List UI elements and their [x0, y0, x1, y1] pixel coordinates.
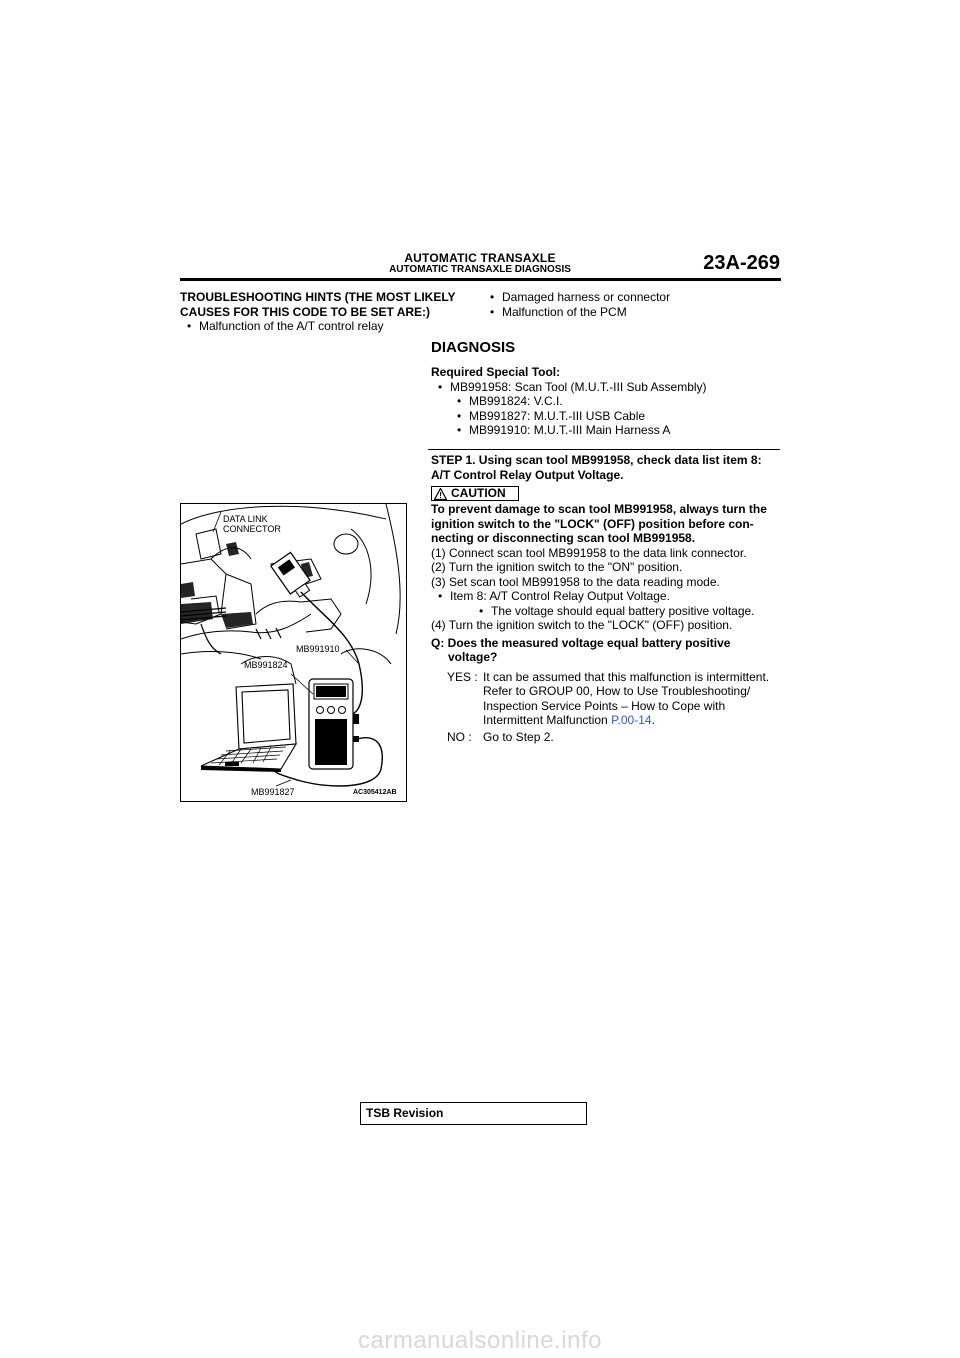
reference-link[interactable]: P.00-14: [611, 713, 652, 727]
label-dlc-line2: CONNECTOR: [223, 524, 281, 534]
instruction-3-item: • Item 8: A/T Control Relay Output Voltage.: [438, 589, 781, 604]
watermark: carmanualsonline.info: [358, 1327, 602, 1354]
no-answer: [431, 730, 781, 745]
instruction-2: (2) Turn the ignition switch to the "ON" position.: [431, 560, 683, 574]
no-label: NO :: [447, 729, 472, 744]
warning-icon: [434, 488, 447, 500]
step1-heading-line1: STEP 1. Using scan tool MB991958, check data list item 8:: [431, 453, 762, 467]
hint-item: • Damaged harness or connector: [490, 290, 780, 305]
hint-item: • Malfunction of the PCM: [490, 305, 780, 320]
step1-heading-line2: A/T Control Relay Output Voltage.: [431, 467, 624, 482]
instruction-3-subitem: • The voltage should equal battery positive voltage.: [479, 604, 781, 619]
label-mb991824: MB991824: [244, 660, 288, 670]
caution-row: [431, 486, 781, 502]
no-text: Go to Step 2.: [483, 729, 554, 744]
special-tool-main: • MB991958: Scan Tool (M.U.T.-III Sub Assembly): [438, 380, 781, 395]
section-subtitle: AUTOMATIC TRANSAXLE DIAGNOSIS: [389, 264, 571, 275]
hints-block: [180, 290, 480, 334]
yes-text-line3: Inspection Service Points – How to Cope with: [483, 698, 726, 713]
yes-period: .: [651, 713, 655, 727]
label-dlc-line1: DATA LINK: [223, 514, 268, 524]
special-tool-heading: Required Special Tool:: [431, 365, 561, 379]
question-line2: voltage?: [448, 650, 498, 664]
figure-id: AC305412AB: [353, 789, 397, 796]
label-mb991910: MB991910: [296, 644, 340, 654]
section-title: AUTOMATIC TRANSAXLE: [404, 251, 556, 265]
tsb-revision-label: TSB Revision: [366, 1106, 444, 1120]
hints-continued: [490, 290, 780, 319]
hints-heading-line2: CAUSES FOR THIS CODE TO BE SET ARE:): [180, 304, 431, 319]
special-tools-block: [431, 365, 781, 438]
instruction-3: (3) Set scan tool MB991958 to the data reading mode.: [431, 574, 720, 589]
caution-text-line3: necting or disconnecting scan tool MB991958.: [431, 531, 696, 545]
scan-tool-connection-diagram: [181, 504, 406, 801]
caution-box: [431, 486, 519, 501]
special-tool-subitem: • MB991827: M.U.T.-III USB Cable: [457, 409, 781, 424]
page-number: 23A-269: [703, 252, 780, 274]
caution-text-line2: ignition switch to the "LOCK" (OFF) position before con-: [431, 516, 754, 531]
caution-label: CAUTION: [451, 486, 506, 501]
diagnosis-heading: DIAGNOSIS: [431, 339, 516, 356]
hint-item: • Malfunction of the A/T control relay: [187, 319, 480, 334]
tsb-revision-box: [360, 1102, 587, 1125]
special-tool-subitem: • MB991824: V.C.I.: [457, 394, 781, 409]
header-rule: [180, 278, 781, 281]
step-divider: [428, 449, 780, 450]
yes-label: YES :: [447, 669, 478, 684]
question-line1: Q: Does the measured voltage equal battery positive: [431, 635, 731, 650]
label-data-link-connector: [223, 514, 281, 534]
caution-text-line1: To prevent damage to scan tool MB991958, always turn the: [431, 502, 767, 516]
yes-answer: [431, 670, 781, 728]
instruction-4: (4) Turn the ignition switch to the "LOCK" (OFF) position.: [431, 618, 733, 632]
label-mb991827: MB991827: [251, 787, 295, 797]
connection-illustration: [180, 503, 407, 802]
yes-text-line1: It can be assumed that this malfunction is intermittent.: [483, 669, 770, 684]
step1-block: [431, 453, 781, 744]
yes-text-line2: Refer to GROUP 00, How to Use Troubleshooting/: [483, 684, 751, 698]
yes-text-line4: [483, 713, 781, 728]
hints-heading-line1: TROUBLESHOOTING HINTS (THE MOST LIKELY: [180, 290, 456, 304]
instruction-1: (1) Connect scan tool MB991958 to the data link connector.: [431, 545, 747, 560]
special-tool-subitem: • MB991910: M.U.T.-III Main Harness A: [457, 423, 781, 438]
yes-text-line4-label: Intermittent Malfunction: [483, 713, 608, 727]
